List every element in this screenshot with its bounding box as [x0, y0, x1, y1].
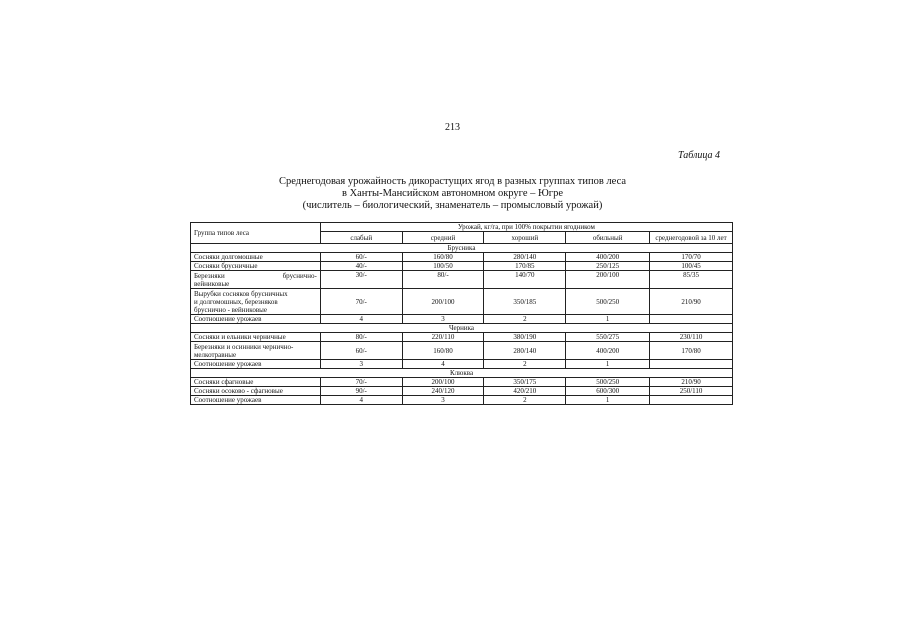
title-line-3: (числитель – биологический, знаменатель – промысловый урожай): [302, 200, 603, 211]
cell-good: 350/185: [484, 289, 566, 315]
table-row: [191, 262, 733, 271]
title-line-1: Среднегодовая урожайность дикорастущих ягод в разных группах типов леса: [278, 176, 627, 187]
row-label: Соотношение урожаев: [191, 360, 321, 369]
cell-medium: 240/120: [402, 387, 484, 396]
cell-good: 420/210: [484, 387, 566, 396]
row-label-line: и долгомошных, березняков: [194, 297, 278, 306]
cell-abundant: 400/200: [566, 342, 650, 360]
cell-good: 380/190: [484, 333, 566, 342]
cell-good: 2: [484, 396, 566, 405]
cell-medium: 80/-: [402, 271, 484, 289]
cell-average: 210/90: [650, 289, 733, 315]
cell-abundant: 1: [566, 360, 650, 369]
table-row: [191, 333, 733, 342]
cell-medium: 3: [402, 315, 484, 324]
cell-abundant: 600/300: [566, 387, 650, 396]
cell-good: 280/140: [484, 253, 566, 262]
table-row: [191, 387, 733, 396]
col-header-medium: средний: [402, 232, 484, 244]
cell-average: 210/90: [650, 378, 733, 387]
row-label: [191, 342, 321, 360]
table-row: [191, 315, 733, 324]
cell-medium: 4: [402, 360, 484, 369]
section-title: Брусника: [191, 244, 733, 253]
table-row: [191, 396, 733, 405]
cell-medium: 200/100: [402, 289, 484, 315]
cell-good: 2: [484, 360, 566, 369]
row-label-line: бруснично - вейниковые: [194, 305, 267, 314]
col-header-weak: слабый: [320, 232, 402, 244]
row-label-line: Березняки и осинники чернично-: [194, 342, 294, 351]
cell-medium: 220/110: [402, 333, 484, 342]
cell-weak: 80/-: [320, 333, 402, 342]
cell-abundant: 550/275: [566, 333, 650, 342]
cell-medium: 100/50: [402, 262, 484, 271]
row-label-part: бруснично-: [282, 271, 317, 280]
cell-good: 170/85: [484, 262, 566, 271]
cell-abundant: 1: [566, 315, 650, 324]
cell-abundant: 250/125: [566, 262, 650, 271]
cell-average: 100/45: [650, 262, 733, 271]
table-row: [191, 378, 733, 387]
table-title: [0, 176, 905, 212]
row-label: [191, 271, 321, 289]
cell-good: 2: [484, 315, 566, 324]
cell-average: [650, 360, 733, 369]
table-row: [191, 271, 733, 289]
table-row: [191, 289, 733, 315]
col-header-good: хороший: [484, 232, 566, 244]
cell-medium: 3: [402, 396, 484, 405]
row-label: Сосняки сфагновые: [191, 378, 321, 387]
section-row-cranberry: [191, 369, 733, 378]
cell-abundant: 500/250: [566, 289, 650, 315]
row-label: Сосняки брусничные: [191, 262, 321, 271]
row-label: [191, 289, 321, 315]
row-label-line: Вырубки сосняков брусничных: [194, 289, 288, 298]
cell-average: 250/110: [650, 387, 733, 396]
row-label: Сосняки долгомошные: [191, 253, 321, 262]
page-number: 213: [445, 122, 460, 133]
yield-table: [190, 222, 733, 405]
table-row: [191, 253, 733, 262]
row-label: Соотношение урожаев: [191, 315, 321, 324]
section-title: Клюква: [191, 369, 733, 378]
row-label-line: мелкотравные: [194, 350, 237, 359]
cell-medium: 200/100: [402, 378, 484, 387]
section-row-lingonberry: [191, 244, 733, 253]
table-row: [191, 342, 733, 360]
cell-weak: 70/-: [320, 378, 402, 387]
cell-average: [650, 315, 733, 324]
cell-abundant: 1: [566, 396, 650, 405]
cell-average: 170/80: [650, 342, 733, 360]
cell-weak: 4: [320, 396, 402, 405]
cell-average: 170/70: [650, 253, 733, 262]
row-label-part: вейниковые: [194, 279, 230, 288]
yield-header: Урожай, кг/га, при 100% покрытии ягодником: [320, 223, 732, 232]
cell-abundant: 500/250: [566, 378, 650, 387]
cell-abundant: 400/200: [566, 253, 650, 262]
cell-weak: 30/-: [320, 271, 402, 289]
cell-weak: 70/-: [320, 289, 402, 315]
title-line-2: в Ханты-Мансийском автономном округе – Югре: [341, 188, 563, 199]
cell-weak: 3: [320, 360, 402, 369]
row-label-part: Березняки: [194, 271, 225, 280]
table-row: [191, 360, 733, 369]
cell-average: 230/110: [650, 333, 733, 342]
section-row-blueberry: [191, 324, 733, 333]
cell-good: 350/175: [484, 378, 566, 387]
cell-weak: 60/-: [320, 342, 402, 360]
group-header: Группа типов леса: [191, 223, 321, 244]
row-label: Сосняки и ельники черничные: [191, 333, 321, 342]
cell-good: 140/70: [484, 271, 566, 289]
cell-medium: 160/80: [402, 342, 484, 360]
cell-medium: 160/80: [402, 253, 484, 262]
col-header-average-10y: среднегодовой за 10 лет: [650, 232, 733, 244]
cell-abundant: 200/100: [566, 271, 650, 289]
cell-weak: 90/-: [320, 387, 402, 396]
cell-good: 280/140: [484, 342, 566, 360]
row-label: Сосняки осоково - сфагновые: [191, 387, 321, 396]
col-header-abundant: обильный: [566, 232, 650, 244]
table-header-row-1: [191, 223, 733, 232]
section-title: Черника: [191, 324, 733, 333]
cell-average: [650, 396, 733, 405]
row-label: Соотношение урожаев: [191, 396, 321, 405]
cell-average: 85/35: [650, 271, 733, 289]
cell-weak: 60/-: [320, 253, 402, 262]
table-label: Таблица 4: [678, 150, 720, 161]
cell-weak: 4: [320, 315, 402, 324]
cell-weak: 40/-: [320, 262, 402, 271]
